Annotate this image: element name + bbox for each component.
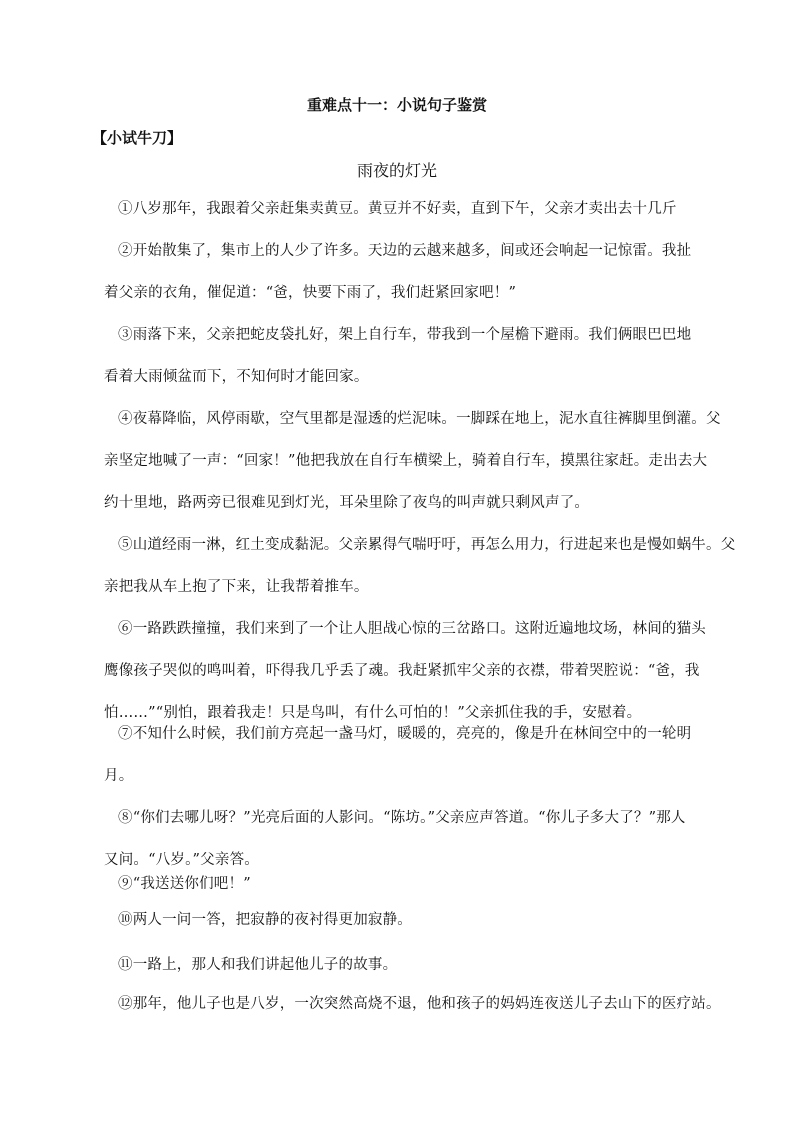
paragraph <box>104 983 721 1025</box>
paragraph-line: ③雨落下来，父亲把蛇皮袋扎好，架上自行车，带我到一个屋檐下避雨。我们俩眼巴巴地 <box>118 327 692 343</box>
paragraph-line: 月。 <box>104 768 134 784</box>
paragraph-line: ⑥一路跌跌撞撞，我们来到了一个让人胆战心惊的三岔路口。这附近遍地坟场，林间的猫头 <box>118 621 706 637</box>
paragraph-line: 亲坚定地喊了一声：“回家！”他把我放在自行车横梁上，骑着自行车，摸黑往家赶。走出去大 <box>104 453 708 469</box>
paragraph-line: ⑧“你们去哪儿呀？”光亮后面的人影问。“陈坊。”父亲应声答道。“你儿子多大了？”那人 <box>118 810 686 826</box>
paragraph <box>104 524 736 608</box>
paragraph <box>104 899 704 941</box>
paragraph <box>104 314 704 398</box>
paragraph-line: ⑦不知什么时候，我们前方亮起一盏马灯，暖暖的，亮亮的，像是升在林间空中的一轮明 <box>118 726 692 742</box>
paragraph-line: 又问。“八岁。”父亲答。 <box>104 852 259 868</box>
paragraph <box>104 230 704 314</box>
paragraph-line: ②开始散集了，集市上的人少了许多。天边的云越来越多，间或还会响起一记惊雷。我扯 <box>118 243 692 259</box>
paragraph-line: 怕……”“别怕，跟着我走！只是鸟叫，有什么可怕的！”父亲抓住我的手，安慰着。 <box>104 705 642 721</box>
paragraph-line: ⑪一路上，那人和我们讲起他儿子的故事。 <box>118 957 398 973</box>
paragraph <box>104 188 704 230</box>
paragraph-line: ⑫那年，他儿子也是八岁，一次突然高烧不退，他和孩子的妈妈连夜送儿子去山下的医疗站。 <box>118 996 721 1012</box>
paragraph <box>104 398 721 524</box>
paragraph-line: ⑨“我送送你们吧！” <box>118 876 251 892</box>
paragraph <box>104 713 704 797</box>
paragraph <box>104 944 704 986</box>
paragraph-line: 鹰像孩子哭似的鸣叫着，吓得我几乎丢了魂。我赶紧抓牢父亲的衣襟，带着哭腔说：“爸，我 <box>104 663 700 679</box>
paragraph-line: ④夜幕降临，风停雨歇，空气里都是湿透的烂泥味。一脚踩在地上，泥水直往裤脚里倒灌。父 <box>118 411 721 427</box>
paragraph-line: 看着大雨倾盆而下，不知何时才能回家。 <box>104 369 369 385</box>
section-label: 【小试牛刀】 <box>92 129 183 147</box>
page-heading: 重难点十一：小说句子鉴赏 <box>306 96 487 114</box>
paragraph-line: 亲把我从车上抱了下来，让我帮着推车。 <box>104 579 369 595</box>
paragraph-line: ⑩两人一问一答，把寂静的夜衬得更加寂静。 <box>118 912 412 928</box>
paragraph-line: ⑤山道经雨一淋，红土变成黏泥。父亲累得气喘吁吁，再怎么用力，行进起来也是慢如蜗牛。父 <box>118 537 736 553</box>
paragraph-line: ①八岁那年，我跟着父亲赶集卖黄豆。黄豆并不好卖，直到下午，父亲才卖出去十几斤 <box>118 201 677 217</box>
paragraph-line: 着父亲的衣角，催促道：“爸，快要下雨了，我们赶紧回家吧！” <box>104 285 517 301</box>
story-title: 雨夜的灯光 <box>356 161 437 180</box>
paragraph-line: 约十里地，路两旁已很难见到灯光，耳朵里除了夜鸟的叫声就只剩风声了。 <box>104 495 590 511</box>
